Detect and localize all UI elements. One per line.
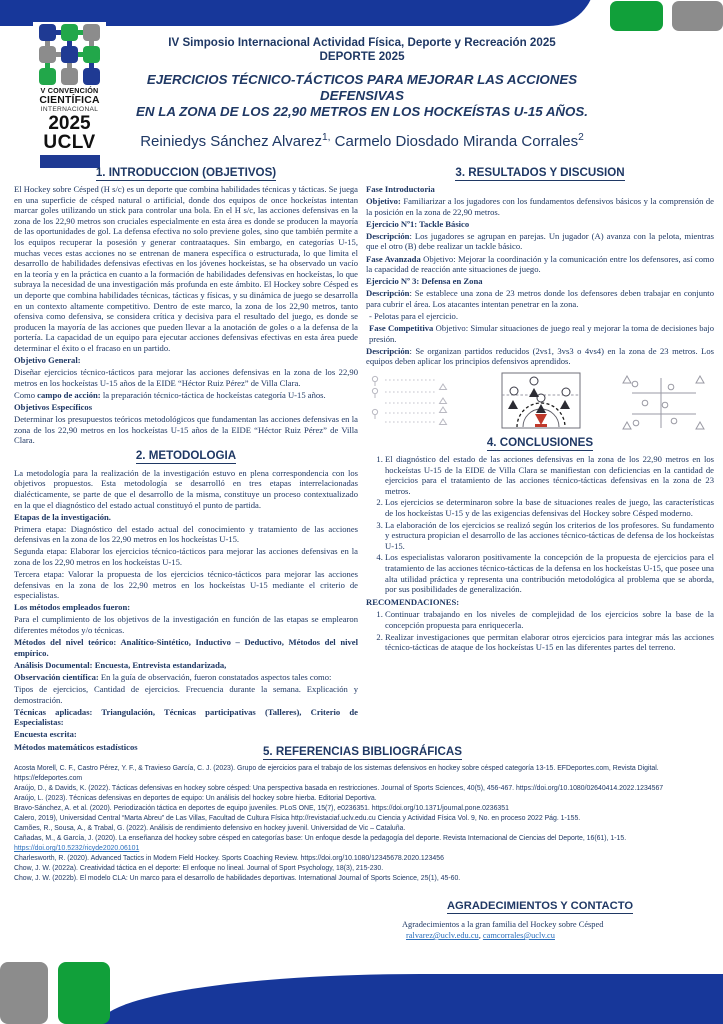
descripcion-3-label: Descripción (366, 288, 410, 299)
reference-item: Chow, J. W. (2022b). El modelo CLA: Un marco para el desarrollo de habilidades deportivas. International Journal of Sports Science, 25(1), 45-60. (14, 875, 461, 882)
reference-item: Araújo, D., & Davids, K. (2022). Tácticas defensivas en hockey sobre césped: Una perspectiva basada en restricciones. Journal of Sports Sciences, 40(5), 456-467. https://doi.org/10.1080/02640414.2022.1234567 (14, 785, 664, 792)
reference-doi-link[interactable]: https://doi.org/10.5232/ricyde2020.06101 (14, 845, 140, 852)
ejercicio-1-label: Ejercicio Nº1: Tackle Básico (366, 218, 470, 229)
poster-title-line-2: EN LA ZONA DE LOS 22,90 METROS EN LOS HOCKEÍSTAS U-15 AÑOS. (136, 104, 588, 119)
section-title-agradecimientos (366, 900, 714, 912)
section-title-referencias-text: 5. REFERENCIAS BIBLIOGRÁFICAS (262, 745, 463, 758)
contact-emails (366, 930, 714, 941)
section-title-conclusiones (366, 436, 714, 449)
references-section (14, 745, 711, 884)
top-decoration (0, 0, 723, 40)
logo-university: UCLV (43, 132, 96, 153)
list-item: 2. Realizar investigaciones que permitan elaborar otros ejercicios para integrar más las acciones técnico-tácticas de ataque de los hockeístas U-15 en las diferentes partes del terreno. (385, 632, 714, 653)
poster-header (112, 36, 612, 151)
reference-item: Camões, R., Sousa, A., & Trabal, G. (2022). Análisis de rendimiento defensivo en hockey juvenil. Universidad de Vic – Cataluña. (14, 825, 406, 832)
author-2-name: Carmelo Diosdado Miranda Corrales (330, 133, 579, 150)
fase-introductoria-label: Fase Introductoria (366, 184, 435, 194)
fase-avanzada-text: Objetivo: Mejorar la coordinación y la comunicación entre los defensores, así como la capacidad de reacción ante situaciones de juego. (366, 253, 714, 275)
tecnicas-aplicadas: Técnicas aplicadas: Triangulación, Técnicas participativas (Talleres), Criterio de Especialistas: (14, 706, 358, 728)
observacion-cientifica (14, 672, 358, 683)
fase-avanzada (366, 254, 714, 275)
reference-item: Charlesworth, R. (2020). Advanced Tactics in Modern Field Hockey. Sports Coaching Review. https://doi.org/10.1080/12345678.2020.123456 (14, 855, 444, 862)
descripcion-1-label: Descripción (366, 230, 410, 241)
metodos-nivel-teorico: Métodos del nivel teórico: Analítico-Sintético, Inductivo – Deductivo, Métodos del nivel empírico. (14, 637, 358, 658)
bottom-green-chip (58, 962, 110, 1024)
author-1-name: Reiniedys Sánchez Alvarez (140, 133, 322, 150)
introduccion-paragraph: El Hockey sobre Césped (H s/c) es un deporte que combina habilidades técnicas y tácticas. Se juega en una superficie de césped natural o artificial, donde dos equipos de once hockeístas intentan marcar goles utilizando un stick para controlar una bola. En el H s/c, las acciones defensivas en la zona de los 22,90 metros son cruciales especialmente en esta área es donde se producen la mayoría de las oportunidades de gol. La defensa efectiva no solo previene goles, sino que también permite a los equipos recuperar la posesión y generar contraataques. Sin embargo, en categorías U-15, muchas veces estas acciones no se entrenan de manera específica o estructurada, lo que limita el desarrollo de habilidades defensivas efectivas en los jóvenes hockeístas, se ha observado un vacío en la teoría y en la práctica en cuanto a la formación de habilidades defensivas en hockeístas, lo que subraya la necesidad de una investigación más profunda en este ámbito. El Hockey sobre Césped es un deporte que combina habilidades técnicas, tácticas y físicas, y su dinámica de juego se desarrolla en un contexto altamente competitivo. Dentro de este marco, la zona de los 22,90 metros, tanto ofensiva como defensiva, se considera crítica y decisiva para el resultado del juego, es donde se producen la mayoría de las acciones que pueden llevar a la anotación de goles o a la defensa de la portería. La capacidad de un equipo para ejecutar acciones defensivas efectivas en esta área puede determinar el éxito o el fracaso en un partido. (14, 184, 358, 353)
fase-competitiva-label: Fase Competitiva (369, 323, 434, 334)
metodos-text: Para el cumplimiento de los objetivos de la investigación en función de las etapas se emplearon diferentes métodos y/o técnicas. (14, 614, 358, 636)
fase-introductoria-objetivo (366, 196, 714, 217)
etapa-3: Tercera etapa: Valorar la propuesta de los ejercicios técnico-tácticos para mejorar las acciones defensivas en la zona de los 22,90 metros en los hockeístas U-15 mediante el criterio de especialistas. (14, 569, 358, 601)
bottom-blue-wave (100, 974, 723, 1024)
section-title-resultados-text: 3. RESULTADOS Y DISCUSION (455, 166, 625, 179)
poster-authors (112, 129, 612, 151)
observacion-items: Tipos de ejercicios, Cantidad de ejercicios. Frecuencia durante la semana. Explicación y demostración. (14, 684, 358, 705)
campo-accion-text: la preparación técnico-táctica de hockeístas categoría U-15 años. (100, 389, 326, 400)
campo-accion (14, 390, 358, 401)
section-title-introduccion-text: 1. INTRODUCCION (OBJETIVOS) (95, 166, 277, 179)
reference-item: Bravo-Sánchez, A. et al. (2020). Periodización táctica en deportes de equipo juveniles. PLoS ONE, 15(7), e0236351. https://doi.org/10.1371/journal.pone.0236351 (14, 805, 509, 812)
logo-squares-graphic (39, 24, 101, 86)
exercise-diagrams-row (366, 372, 714, 432)
campo-accion-label: campo de acción: (37, 389, 101, 400)
contact-email-2[interactable]: camcorrales@uclv.cu (482, 931, 555, 940)
fase-competitiva (366, 323, 714, 344)
event-line-1: IV Simposio Internacional Actividad Física, Deporte y Recreación 2025 (168, 36, 556, 49)
poster-title (112, 72, 612, 120)
observacion-label: Observación científica: (14, 671, 99, 682)
recomendaciones-list (366, 609, 714, 652)
small-sided-games-diagram (614, 372, 714, 432)
list-item: 1. Continuar trabajando en los niveles de complejidad de los ejercicios sobre la base de la concepción propuesta para enriquecerla. (385, 609, 714, 630)
logo-line-internacional: INTERNACIONAL (40, 106, 99, 113)
zone-defense-diagram (490, 372, 595, 429)
top-gray-chip (672, 1, 723, 31)
descripcion-comp-label: Descripción (366, 345, 410, 356)
objetivo-general-label: Objetivo General: (14, 355, 81, 365)
author-1-affiliation: 1, (321, 132, 331, 143)
objetivo-label: Objetivo: (366, 196, 401, 207)
ejercicio-3-descripcion (366, 288, 714, 309)
section-title-metodologia-text: 2. METODOLOGIA (135, 448, 237, 462)
fase-competitiva-text: Objetivo: Simular situaciones de juego real y mejorar la toma de decisiones bajo presión. (369, 323, 715, 344)
etapas-label: Etapas de la investigación. (14, 511, 111, 522)
drill-pairs-diagram (366, 372, 470, 429)
top-green-chip (610, 1, 663, 31)
contact-email-1[interactable]: ralvarez@uclv.edu.cu (406, 931, 479, 940)
objetivo-text: Familiarizar a los jugadores con los fundamentos defensivos básicos y la comprensión de la posición en la zona de 22,90 metros. (366, 196, 714, 217)
fase-avanzada-label: Fase Avanzada (366, 253, 421, 264)
section-title-introduccion (14, 166, 358, 179)
acknowledgements-text: Agradecimientos a la gran familia del Hockey sobre Césped (402, 920, 604, 929)
recomendaciones-label: RECOMENDACIONES: (366, 596, 460, 607)
section-title-referencias (14, 745, 711, 758)
left-column (14, 166, 358, 754)
campo-accion-pre: Como (14, 389, 38, 400)
section-title-agradecimientos-text: AGRADECIMIENTOS Y CONTACTO (446, 900, 634, 912)
author-2-affiliation: 2 (578, 132, 584, 143)
list-item: 4. Los especialistas valoraron positivamente la concepción de la propuesta de ejercicios para el tratamiento de las acciones técnico-tácticas de la defensa en los hockeístas U-15, que posee una alta utilidad práctica y representa una contribución metodológica al problema que se aborda, por sus posibilidades de generalización. (385, 552, 714, 594)
acknowledgements-section (366, 900, 714, 941)
ejercicio-1-descripcion (366, 231, 714, 252)
poster-title-line-1: EJERCICIOS TÉCNICO-TÁCTICOS PARA MEJORAR LAS ACCIONES DEFENSIVAS (146, 72, 578, 103)
right-column (366, 166, 714, 654)
objetivos-especificos-label: Objetivos Específicos (14, 401, 93, 412)
section-title-resultados (366, 166, 714, 179)
metodologia-paragraph: La metodología para la realización de la investigación estuvo en plena correspondencia con los objetivos propuestos. Esta metodología se desarrolló en tres etapas interrelacionadas dialécticamente, se parte de que el desarrollo de la misma, constituye un proceso contextualizado en la que el diagnóstico del estado actual constituyó el punto de partida. (14, 467, 358, 510)
bottom-decoration (0, 954, 723, 1024)
reference-text: Cañadas, M., & García, J. (2020). La enseñanza del hockey sobre césped en categorías base: Un enfoque desde la pedagogía del deporte. Revista Internacional de Ciencias del Deporte, 16(61), 1-15. (14, 835, 627, 842)
descripcion-3-text: : Se establece una zona de 23 metros donde los defensores deben trabajar en conjunto para cubrir el área. Los atacantes intentan penetrar en la zona. (366, 288, 714, 309)
section-title-conclusiones-text: 4. CONCLUSIONES (486, 436, 594, 449)
etapa-1: Primera etapa: Diagnóstico del estado actual del conocimiento y tratamiento de las acciones defensivas en la zona de los 22,90 metros en los hockeístas U-15. (14, 523, 358, 545)
ejercicio-3-label: Ejercicio Nº 3: Defensa en Zona (366, 276, 483, 287)
pelotas-item: - Pelotas para el ejercicio. (369, 311, 458, 322)
logo-line-cientifica: CIENTÍFICA (39, 95, 100, 106)
list-item: 1. El diagnóstico del estado de las acciones defensivas en la zona de los 22,90 metros en los hockeístas U-15 de la EIDE de Villa Clara se manifiestan con deficiencias en la cantidad de ejercicios para el tratamiento de las acciones técnico-tácticas defensivas en la zona de 23 metros. (385, 454, 714, 496)
reference-item-with-link (14, 834, 711, 854)
section-title-metodologia (14, 449, 358, 462)
reference-item: Calero, 2019), Universidad Central “Marta Abreu” de Las Villas, Facultad de Cultura Física http://revistaciaf.uclv.edu.cu Ciencia y Actividad Física Vol. 9, No. en proceso 2022 Pág. 1-155. (14, 815, 581, 822)
reference-item: Araújo, L. (2023). Técnicas defensivas en deportes de equipo: Un análisis del hockey sobre hierba. Editorial Deportiva. (14, 795, 377, 802)
event-line-2: DEPORTE 2025 (319, 50, 405, 63)
observacion-text: En la guía de observación, fueron constatados aspectos tales como: (98, 671, 332, 682)
objetivo-general-text: Diseñar ejercicios técnico-tácticos para mejorar las acciones defensivas en la zona de los 22,90 metros en los hockeístas U-15 años de la EIDE “Héctor Ruiz Pérez” de Villa Clara. (14, 367, 358, 388)
descripcion-1-text: : Los jugadores se agrupan en parejas. Un jugador (A) avanza con la pelota, mientras que el otro (B) debe realizar un tackle básico. (366, 230, 714, 252)
metodos-label: Los métodos empleados fueron: (14, 602, 131, 613)
list-item: 3. La elaboración de los ejercicios se realizó según los criterios de los profesores. Su fundamento y estructura propician el desarrollo de las acciones técnico-tácticas de defensa de los hockeístas U-15. (385, 520, 714, 552)
analisis-documental: Análisis Documental: Encuesta, Entrevista estandarizada, (14, 659, 227, 670)
descripcion-competitiva (366, 346, 714, 367)
reference-item: Acosta Morell, C. F., Castro Pérez, Y. F., & Travieso García, C. J. (2023). Grupo de ejercicios para el trabajo de los sistemas defensivos en hockey sobre césped categoría 13-15. EFDeportes.com, Revista Digital. https://efdeportes.com (14, 765, 659, 782)
reference-item: Chow, J. W. (2022a). Creatividad táctica en el deporte: El enfoque no lineal. Journal of Sport Psychology, 18(3), 215-230. (14, 865, 384, 872)
descripcion-comp-text: : Se organizan partidos reducidos (2vs1, 3vs3 o 4vs4) en la zona de 23 metros. Los equipos deben aplicar los principios defensivos aprendidos. (366, 345, 714, 367)
logo-year: 2025 (48, 113, 91, 134)
objetivos-especificos-text: Determinar los presupuestos teóricos metodológicos que fundamentan las acciones defensivas en la zona de los 22,90 metros en los hockeístas U-15 años de la EIDE “Héctor Ruiz Pérez” de Villa Clara. (14, 413, 358, 446)
conclusiones-list (366, 454, 714, 595)
bottom-gray-chip (0, 962, 48, 1024)
encuesta-escrita: Encuesta escrita: (14, 729, 77, 740)
logo-line-convencion: V CONVENCIÓN (40, 86, 99, 95)
etapa-2: Segunda etapa: Elaborar los ejercicios técnico-tácticos para mejorar las acciones defensivas en la zona de los 22,90 metros en los hockeístas U-15. (14, 546, 358, 567)
email-separator: , (478, 931, 483, 940)
uclv-convention-logo (33, 22, 106, 162)
list-item: 2. Los ejercicios se determinaron sobre la base de situaciones reales de juego, las características de los hockeístas U-15 y de las exigencias defensivas del Hockey sobre Césped moderno. (385, 497, 714, 518)
metodos-matematicos: Métodos matemáticos estadísticos (14, 741, 138, 752)
